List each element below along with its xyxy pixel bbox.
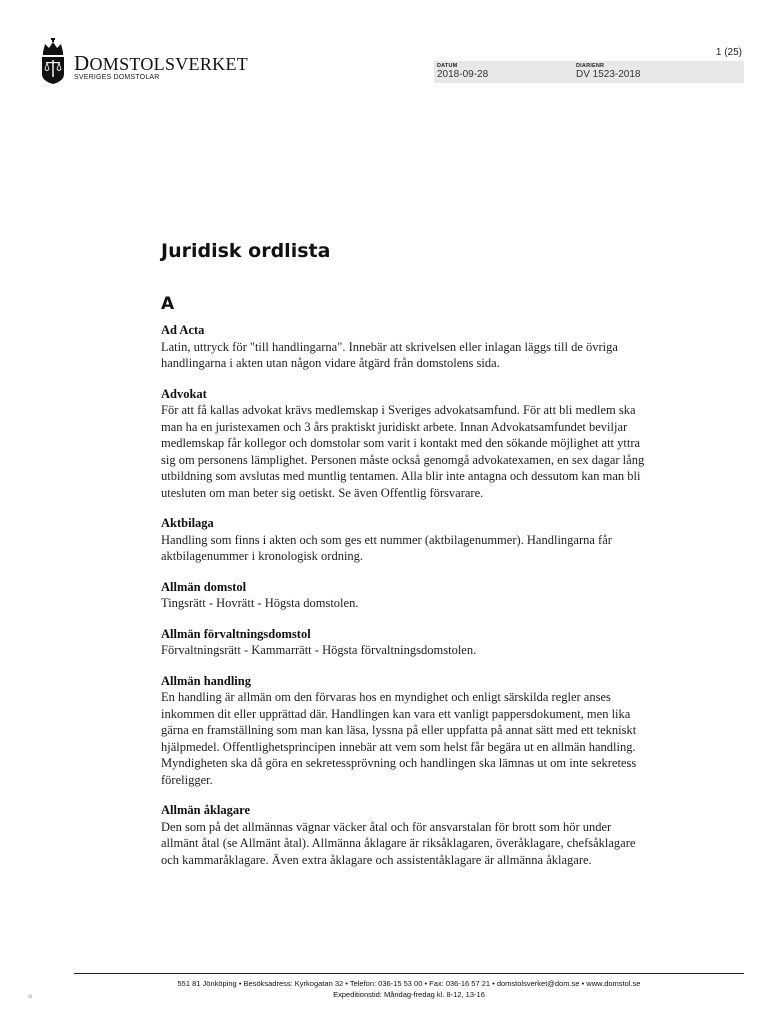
entry-term: Allmän åklagare [161,803,251,817]
glossary-entry [161,579,651,612]
registration-number-cell [573,61,641,83]
date-cell [434,61,573,83]
org-subtitle: SVERIGES DOMSTOLAR [74,74,160,81]
footer-contact-line: 551 81 Jönköping • Besöksadress: Kyrkogatan 32 • Telefon: 036-15 53 00 • Fax: 036-16 57 21 • domstolsverket@dom.se • www.domstol.se [177,979,641,988]
entry-term: Advokat [161,386,207,401]
entry-definition: Handling som finns i akten och som ges ett nummer (aktbilagenummer). Handlingarna får aktbilagenummer i kronologisk ordning. [161,532,612,563]
entry-definition: Förvaltningsrätt - Kammarrätt - Högsta förvaltningsdomstolen. [161,643,477,657]
page-number: 1 (25) [715,47,742,58]
glossary-entry [161,802,651,868]
org-name-initial: D [74,51,90,75]
glossary-entry [161,322,651,372]
glossary-entries [161,322,651,882]
document-title: Juridisk ordlista [161,240,331,262]
registration-number-label: DIARIENR [576,63,605,69]
footer-hours-line: Expeditionstid: Måndag-fredag kl. 8-12, 13-16 [333,990,485,999]
glossary-entry [161,386,651,502]
org-name-rest: OMSTOLSVERKET [89,54,249,74]
registration-number-value: DV 1523-2018 [576,69,641,80]
footer-divider [74,973,744,974]
date-value: 2018-09-28 [437,69,489,80]
crown-scales-emblem-icon [40,38,66,84]
section-letter: A [161,294,175,314]
domstolsverket-logo [40,38,248,84]
entry-term: Allmän handling [161,673,251,688]
date-label: DATUM [437,63,458,69]
entry-term: Allmän domstol [161,579,247,594]
entry-definition: Tingsrätt - Hovrätt - Högsta domstolen. [161,596,359,610]
entry-term: Ad Acta [161,323,205,337]
glossary-entry [161,515,651,565]
glossary-entry [161,673,651,789]
entry-definition: En handling är allmän om den förvaras hos en myndighet och enligt särskilda regler anses inkommen dit eller upprättad där. Handlingen kan vara ett vanligt pappersdokument, men lika gärna en framställning som man kan läsa, lyssna på eller uppfatta på annat sätt med ett tekniskt hjälpmedel. Offentlighetsprincipen innebär att vem som helst får begära ut en allmän handling. Myndigheten ska då göra en sekretessprövning och handlingen ska lämnas ut om inte sekretess föreligger. [161,690,637,787]
entry-definition: Den som på det allmännas vägnar väcker åtal och för ansvarstalan för brott som hör under allmänt åtal (se Allmänt åtal). Allmänna åklagare är riksåklagaren, överåklagare, chefsåklagare och kammaråklagare. Även extra åklagare och assistentåklagare är allmänna åklagare. [161,819,636,867]
margin-mark: ⊞ [28,994,33,1000]
entry-definition: Latin, uttryck för "till handlingarna". Innebär att skrivelsen eller inlagan läggs till de övriga handlingarna i akten utan någon vidare åtgärd från domstolens sida. [161,339,618,370]
entry-term: Allmän förvaltningsdomstol [161,626,311,641]
glossary-entry [161,626,651,659]
footer [74,978,744,1000]
entry-definition: För att få kallas advokat krävs medlemskap i Sveriges advokatsamfund. För att bli medlem ska man ha en juristexamen och 3 års praktiskt juridiskt arbete. Innan Advokatsamfundet beviljar medlemskap får kollegor och domstolar som varit i kontakt med den sökande möjlighet att yttra sig om personens lämplighet. Personen måste också genomgå advokatexamen, en sex dagar lång utbildning som avslutas med muntlig tentamen. Alla blir inte antagna och dessutom kan man bli utesluten om man beter sig oetiskt. Se även Offentlig försvarare. [161,403,645,500]
org-name [74,51,249,75]
entry-term: Aktbilaga [161,516,214,530]
document-meta-bar [434,61,744,83]
